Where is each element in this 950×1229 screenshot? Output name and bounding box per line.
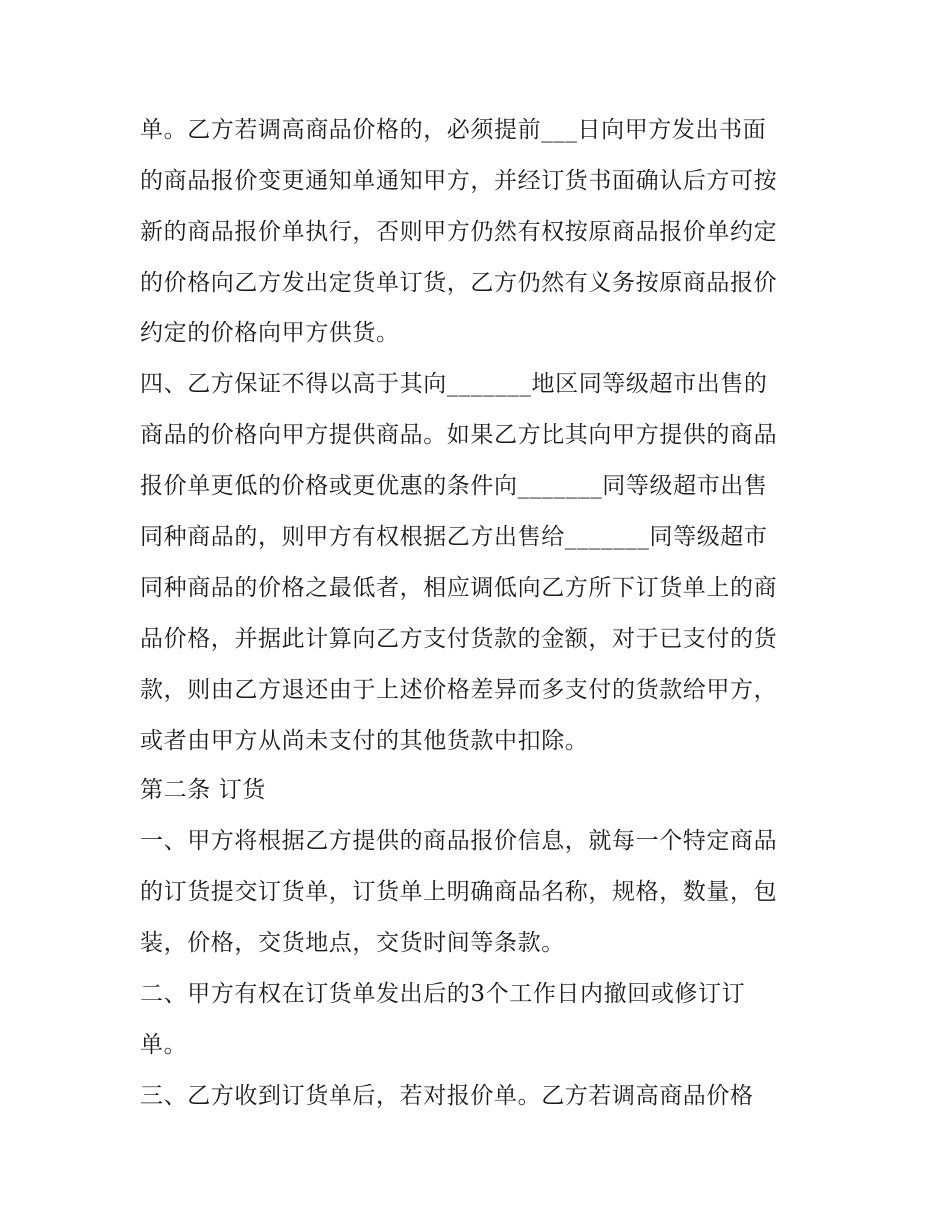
paragraph-line: 三、乙方收到订货单后，若对报价单。乙方若调高商品价格 (140, 1083, 754, 1109)
paragraph-line: 二、甲方有权在订货单发出后的3个工作日内撤回或修订订 (140, 981, 746, 1007)
paragraph-line: 的订货提交订货单，订货单上明确商品名称，规格，数量，包 (140, 879, 778, 905)
paragraph-line: 同种商品的价格之最低者，相应调低向乙方所下订货单上的商 (140, 575, 778, 601)
paragraph-line: 的价格向乙方发出定货单订货，乙方仍然有义务按原商品报价 (140, 270, 778, 296)
paragraph-line: 单。 (140, 1032, 188, 1058)
paragraph-line: 装，价格，交货地点，交货时间等条款。 (140, 930, 565, 956)
paragraph-line: 款，则由乙方退还由于上述价格差异而多支付的货款给甲方， (140, 677, 778, 703)
paragraph-line: 的商品报价变更通知单通知甲方，并经订货书面确认后方可按 (140, 168, 778, 194)
paragraph-line: 商品的价格向甲方提供商品。如果乙方比其向甲方提供的商品 (140, 422, 778, 448)
paragraph-line: 同种商品的，则甲方有权根据乙方出售给_______同等级超市 (140, 524, 768, 550)
paragraph-line: 或者由甲方从尚未支付的其他货款中扣除。 (140, 728, 589, 754)
section-heading: 第二条 订货 (140, 777, 266, 803)
paragraph-line: 报价单更低的价格或更优惠的条件向_______同等级超市出售 (140, 473, 768, 499)
paragraph-line: 新的商品报价单执行，否则甲方仍然有权按原商品报价单约定 (140, 219, 778, 245)
paragraph-line: 四、乙方保证不得以高于其向_______地区同等级超市出售的 (140, 371, 768, 397)
paragraph-line: 一、甲方将根据乙方提供的商品报价信息，就每一个特定商品 (140, 828, 778, 854)
paragraph-line: 约定的价格向甲方供货。 (140, 320, 400, 346)
paragraph-line: 单。乙方若调高商品价格的，必须提前___日向甲方发出书面 (140, 117, 767, 143)
paragraph-line: 品价格，并据此计算向乙方支付货款的金额，对于已支付的货 (140, 626, 778, 652)
